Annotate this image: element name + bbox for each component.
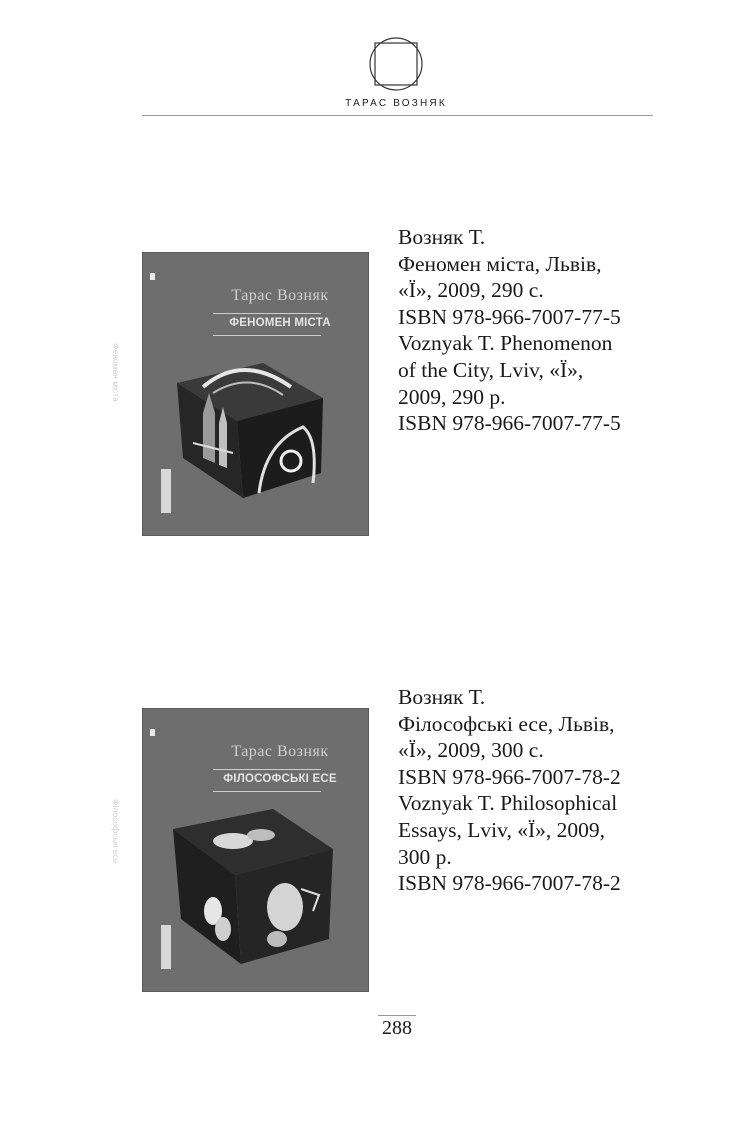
entry-line: ISBN 978-966-7007-77-5	[398, 304, 621, 329]
book-cover-phenomenon-of-the-city	[111, 252, 369, 536]
header-divider	[142, 115, 653, 116]
entry-line: Возняк Т.	[398, 225, 486, 249]
cover-divider	[213, 791, 321, 792]
publisher-logo-icon	[150, 273, 155, 280]
cover-spine-author-block	[161, 469, 171, 513]
entry-line: ISBN 978-966-7007-78-2	[398, 871, 621, 896]
entry-line: of the City, Lviv, «Ї»,	[398, 357, 584, 382]
cover-title: ФІЛОСОФСЬКІ ЕСЕ	[223, 773, 337, 785]
running-header-author: ТАРАС ВОЗНЯК	[345, 98, 447, 109]
cover-spine-title: Філософські есе	[111, 799, 121, 864]
cover-divider	[213, 335, 321, 336]
entry-line: Voznyak T. Philosophical	[398, 791, 618, 816]
cover-author: Тарас Возняк	[231, 743, 329, 760]
cover-author: Тарас Возняк	[231, 287, 329, 304]
city-photo-cube-illustration	[173, 343, 343, 503]
publisher-logo-icon	[150, 729, 155, 736]
entry-line: ISBN 978-966-7007-77-5	[398, 411, 621, 436]
circle-square-logo-icon	[369, 37, 423, 91]
entry-line: Феномен міста, Львів,	[398, 251, 602, 276]
entry-line: Essays, Lviv, «Ї», 2009,	[398, 817, 606, 842]
entry-line: 300 p.	[398, 844, 452, 869]
cover-spine-author-block	[161, 925, 171, 969]
cover-divider	[213, 313, 321, 314]
bibliographic-entry	[398, 684, 698, 897]
entry-line: Возняк Т.	[398, 685, 486, 709]
bibliographic-entry	[398, 224, 698, 437]
cover-spine-title: Феномен міста	[111, 343, 121, 402]
entry-line: «Ї», 2009, 300 с.	[398, 738, 544, 763]
page-number: 288	[378, 1015, 416, 1040]
entry-line: Філософські есе, Львів,	[398, 711, 615, 736]
cover-title: ФЕНОМЕН МІСТА	[229, 317, 331, 329]
entry-line: «Ї», 2009, 290 с.	[398, 278, 544, 303]
orchid-photo-cube-illustration	[173, 799, 343, 969]
book-cover-philosophical-essays	[111, 708, 369, 992]
cover-divider	[213, 769, 321, 770]
entry-line: 2009, 290 p.	[398, 384, 506, 409]
entry-line: Voznyak T. Phenomenon	[398, 331, 613, 356]
entry-line: ISBN 978-966-7007-78-2	[398, 764, 621, 789]
